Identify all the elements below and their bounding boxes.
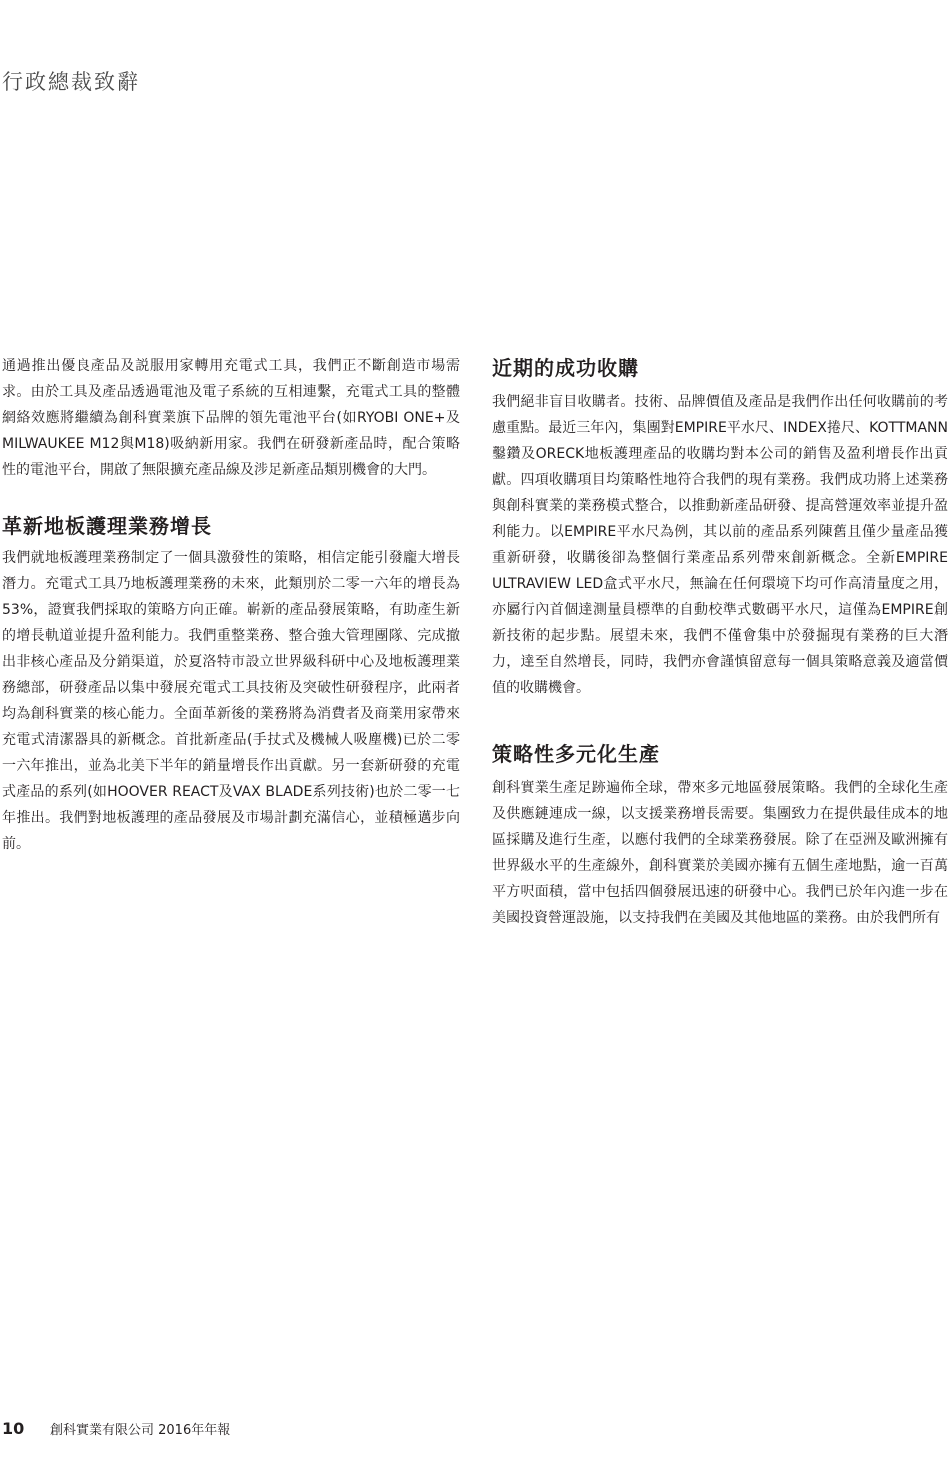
left-column xyxy=(2,353,460,857)
section-heading-floorcare: 革新地板護理業務增長 xyxy=(2,514,212,538)
intro-paragraph: 通過推出優良產品及説服用家轉用充電式工具，我們正不斷創造市場需求。由於工具及產品透過電池及電子系統的互相連繫，充電式工具的整體網絡效應將繼續為創科實業旗下品牌的領先電池平台(如RYOBI ONE+及MILWAUKEE M12與M18)吸納新用家。我們在研發新產品時，配合策略性的電池平台，開啟了無限擴充產品線及涉足新產品類別機會的大門。 xyxy=(2,358,460,478)
acquisitions-paragraph: 我們絕非盲目收購者。技術、品牌價值及產品是我們作出任何收購前的考慮重點。最近三年內，集團對EMPIRE平水尺、INDEX捲尺、KOTTMANN鑿鑽及ORECK地板護理產品的收購均對本公司的銷售及盈利增長作出貢獻。四項收購項目均策略性地符合我們的現有業務。我們成功將上述業務與創科實業的業務模式整合，以推動新產品研發、提高營運效率並提升盈利能力。以EMPIRE平水尺為例，其以前的產品系列陳舊且僅少量產品獲重新研發，收購後卻為整個行業產品系列帶來創新概念。全新EMPIRE ULTRAVIEW LED盒式平水尺，無論在任何環境下均可作高清量度之用，亦屬行內首個達測量員標準的自動校準式數碼平水尺，這僅為EMPIRE創新技術的起步點。展望未來，我們不僅會集中於發掘現有業務的巨大潛力，達至自然增長，同時，我們亦會謹慎留意每一個具策略意義及適當價值的收購機會。 xyxy=(492,394,948,696)
right-column xyxy=(492,353,948,931)
page-footer xyxy=(2,1419,230,1438)
page-number: 10 xyxy=(2,1419,25,1438)
floorcare-paragraph: 我們就地板護理業務制定了一個具激發性的策略，相信定能引發龐大增長潛力。充電式工具乃地板護理業務的未來，此類別於二零一六年的增長為53%，證實我們採取的策略方向正確。嶄新的產品發展策略，有助產生新的增長軌道並提升盈利能力。我們重整業務、整合強大管理團隊、完成撤出非核心產品及分銷渠道，於夏洛特市設立世界級科研中心及地板護理業務總部，研發產品以集中發展充電式工具技術及突破性研發程序，此兩者均為創科實業的核心能力。全面革新後的業務將為消費者及商業用家帶來充電式清潔器具的新概念。首批新產品(手扙式及機械人吸塵機)已於二零一六年推出，並為北美下半年的銷量增長作出貢獻。另一套新研發的充電式產品的系列(如HOOVER REACT及VAX BLADE系列技術)也於二零一七年推出。我們對地板護理的產品發展及市場計劃充滿信心，並積極邁步向前。 xyxy=(2,550,460,852)
section-heading-manufacturing: 策略性多元化生產 xyxy=(492,742,660,766)
page-header-title: 行政總裁致辭 xyxy=(2,70,140,94)
manufacturing-paragraph: 創科實業生產足跡遍佈全球，帶來多元地區發展策略。我們的全球化生產及供應鏈連成一線，以支援業務增長需要。集團致力在提供最佳成本的地區採購及進行生產，以應付我們的全球業務發展。除了在亞洲及歐洲擁有世界級水平的生產線外，創科實業於美國亦擁有五個生產地點，逾一百萬平方呎面積，當中包括四個發展迅速的研發中心。我們已於年內進一步在美國投資營運設施，以支持我們在美國及其他地區的業務。由於我們所有 xyxy=(492,780,948,926)
section-heading-acquisitions: 近期的成功收購 xyxy=(492,356,639,380)
report-name: 創科實業有限公司 2016年年報 xyxy=(50,1423,231,1438)
